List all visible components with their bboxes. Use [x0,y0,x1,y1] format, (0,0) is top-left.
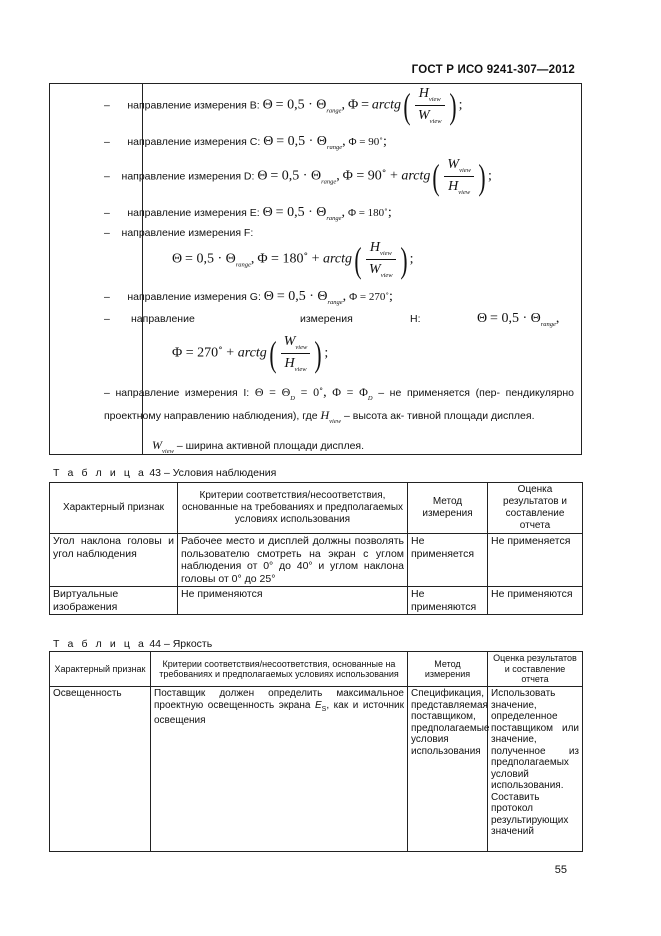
table-row [50,587,583,615]
w-view-note: $W_{view}$ – ширина активной площади дисплея. [152,438,365,455]
direction-f-formula: $\Theta = 0,5 \cdot \Theta_{range}$, Φ = 180˚ + arctg( $\frac{H_{view}}{W_{view}}$ ) ; [172,239,414,280]
table44-cell-feature: Освещенность [50,687,151,852]
direction-e-row: – направление измерения E: $\Theta = 0,5 \cdot \Theta_{range}$, Φ = 180˚; [104,205,392,222]
page-number: 55 [554,864,567,876]
table43-cell: Не применяется [408,534,488,587]
table44-cell-criteria: Поставщик должен определить максимальное проектную освещенность экрана $E_S$, как и источник освещения [151,687,408,852]
table44-header-feature: Характерный признак [50,652,151,687]
table43-cell: Угол наклона головы и угол наблюдения [50,534,178,587]
direction-i-paragraph: – направление измерения I: $\Theta = \Theta_D$ = 0˚, $\Phi = \Phi_D$ – не применяется (пер- пендикулярно проектному направлению наблюдения), где $H_{view}$ – высота ак- тивной площади дисплея. [104,385,574,425]
table43-cell: Виртуальные изображения [50,587,178,615]
table44-header-method: Метод измерения [408,652,488,687]
direction-h-row: – направление измерения H: $\Theta = 0,5 \cdot \Theta_{range}$, [104,311,560,328]
direction-c-row: – направление измерения C: $\Theta = 0,5 \cdot \Theta_{range}$, Φ = 90˚; [104,134,387,151]
direction-b-row: – направление измерения B: $\Theta = 0,5 \cdot \Theta_{range}$, Φ = arctg( $\frac{H_{view}}{W_{view}}$ ) ; [104,85,463,126]
table-row [50,534,583,587]
table-row [50,687,583,852]
direction-g-row: – направление измерения G: $\Theta = 0,5 \cdot \Theta_{range}$, Φ = 270˚; [104,289,393,306]
table43-caption: Т а б л и ц а 43 – Условия наблюдения [53,467,277,479]
direction-d-row: – направление измерения D: $\Theta = 0,5 \cdot \Theta_{range}$, Φ = 90˚ + arctg( $\frac{W_{view}}{H_{view}}$ ) ; [104,156,492,197]
table44-caption: Т а б л и ц а 44 – Яркость [53,638,213,650]
page-header: ГОСТ Р ИСО 9241-307—2012 [411,64,575,76]
direction-h-formula: Φ = 270˚ + arctg( $\frac{W_{view}}{H_{view}}$ ) ; [172,333,329,374]
table44-header-criteria: Критерии соответствия/несоответствия, основанные на требованиях и предполагаемых условиях использования [151,652,408,687]
table43 [49,482,583,615]
direction-f-row: – направление измерения F: [104,227,254,239]
table43-header-assessment: Оценка результатов и составление отчета [488,483,583,534]
table44-cell-assessment: Использовать значение, определенное поставщиком или значение, полученное из предполагаемых условий использования. Составить протокол результирующих значений [488,687,583,852]
table43-header-method: Метод измерения [408,483,488,534]
table43-cell: Не применяются [178,587,408,615]
table43-cell: Не применяется [488,534,583,587]
table44-header-assessment: Оценка результатов и составление отчета [488,652,583,687]
table43-cell: Не применяются [408,587,488,615]
table43-header-feature: Характерный признак [50,483,178,534]
table43-cell: Не применяются [488,587,583,615]
table43-header-criteria: Критерии соответствия/несоответствия, основанные на требованиях и предполагаемых условиях использования [178,483,408,534]
table43-cell: Рабочее место и дисплей должны позволять пользователю смотреть на экран с углом наблюдения от 0° до 40° и углом наклона головы от 0° до 25° [178,534,408,587]
table44 [49,651,583,852]
table44-cell-method: Спецификация, представляемая поставщиком, предполагаемые условия использования [408,687,488,852]
